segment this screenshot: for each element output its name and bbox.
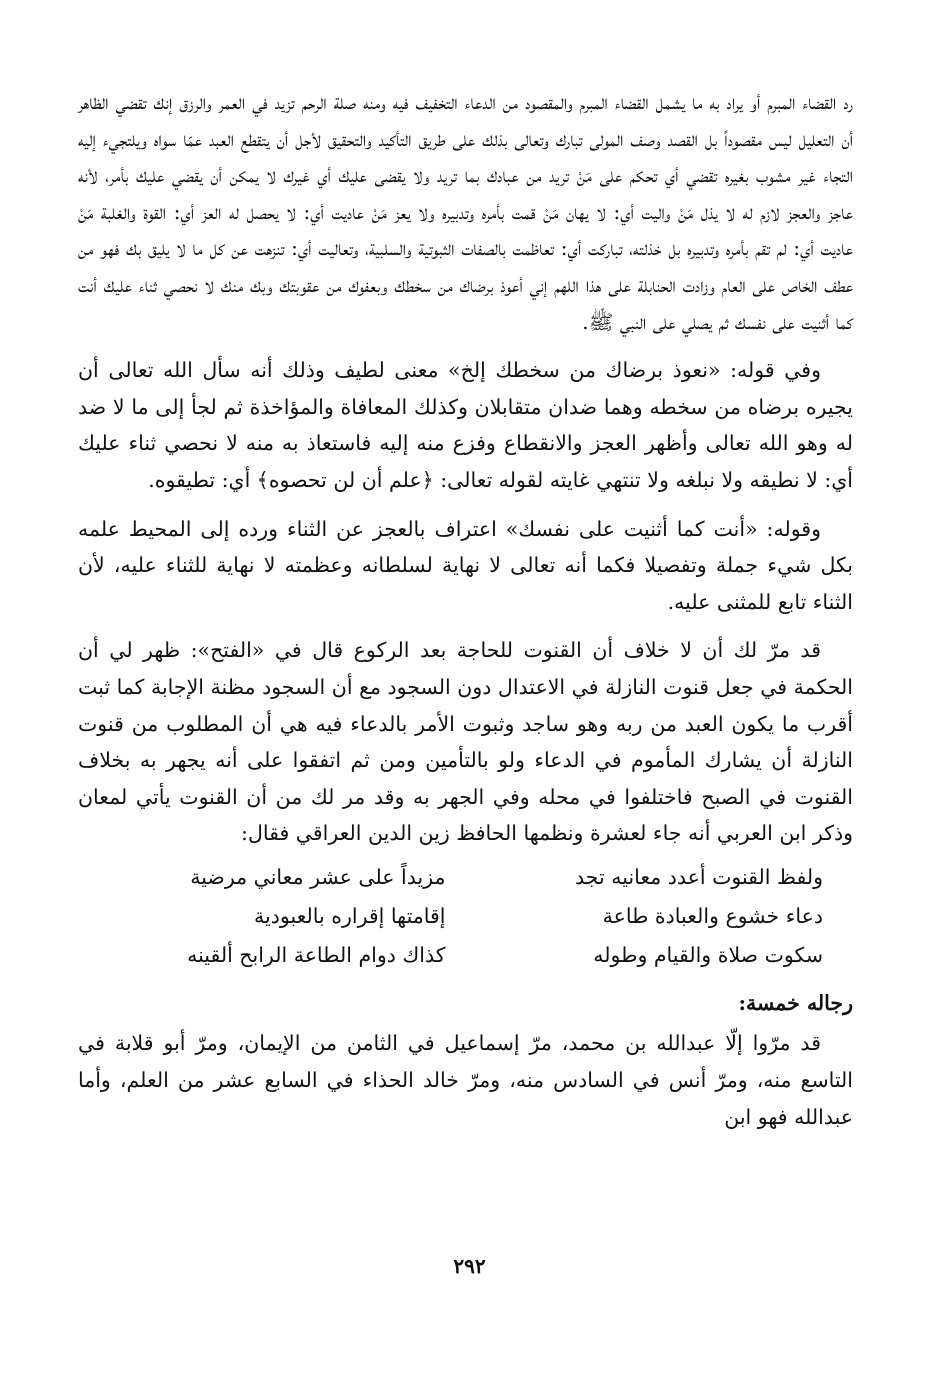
poem-verse xyxy=(78,897,853,936)
poem-first-hemistich: سكوت صلاة والقيام وطوله xyxy=(593,942,823,967)
paragraph-separator xyxy=(78,340,853,352)
page-body xyxy=(78,84,853,1135)
section-subheading: رجاله خمسة: xyxy=(738,990,853,1015)
poem-first-hemistich: دعاء خشوع والعبادة طاعة xyxy=(602,903,823,928)
poem-first-hemistich: ولفظ القنوت أعدد معانيه تجد xyxy=(575,864,823,889)
paragraph-separator xyxy=(78,499,853,511)
poem-second-hemistich: مزيداً على عشر معاني مرضية xyxy=(190,864,446,889)
paragraph-separator xyxy=(78,620,853,632)
poem-second-hemistich: كذاك دوام الطاعة الرابح ألقينه xyxy=(187,942,446,967)
poem-verse xyxy=(78,858,853,897)
paragraph-intro: رد القضاء المبرم أو يراد به ما يشمل القضاء المبرم والمقصود من الدعاء التخفيف فيه ومنه صلة الرحم تزيد في العمر والرزق إنك تقضي الظاهر أن التعليل ليس مقصوداً بل القصد وصف المولى تبارك وتعالى بذلك على طريق التأكيد والتحقيق لأجل أن يتقطع العبد عمّا سواه ويلتجيء إليه التجاء غير مشوب بغيره تقضي أي تحكم على مَنْ تريد من عبادك بما تريد ولا يقضى عليك أي غيرك لا يمكن أن يقضي عليك بأمر، لأنه عاجز والعجز لازم له لا يذل مَنْ واليت أي: لا يهان مَنْ قمت بأمره وتدبيره ولا يعز مَنْ عاديت أي: لا يحصل له العز أي: القوة والغلبة مَنْ عاديت أي: لم تقم بأمره وتدبيره بل خذلته، تباركت أي: تعاظمت بالصفات الثبوتية والسلبية، وتعاليت أي: تنزهت عن كل ما لا يليق بك فهو من عطف الخاص على العام وزادت الحنابلة على هذا اللهم إني أعوذ برضاك من سخطك وبعفوك من عقوبتك وبك منك لا نحصي ثناء عليك أنت كما أثنيت على نفسك ثم يصلي على النبي ﷺ. xyxy=(78,90,853,334)
poem-second-hemistich: إقامتها إقراره بالعبودية xyxy=(254,903,446,928)
poem-verse xyxy=(78,936,853,975)
paragraph-refuge-commentary: وفي قوله: «نعوذ برضاك من سخطك إلخ» معنى لطيف وذلك أنه سأل الله تعالى أن يجيره برضاه من سخطه وهما ضدان متقابلان وكذلك المعافاة والمؤاخذة ثم لجأ إلى ما لا ضد له وهو الله تعالى وأظهر العجز والانقطاع وفزع منه إليه فاستعاذ به منه لا نحصي ثناء عليك أي: لا نطيقه ولا نبلغه ولا تنتهي غايته لقوله تعالى: ﴿علم أن لن تحصوه﴾ أي: تطيقوه. xyxy=(78,358,853,492)
page-number: ٢٩٢ xyxy=(453,1254,486,1278)
paragraph-qunut-discussion: قد مرّ لك أن لا خلاف أن القنوت للحاجة بعد الركوع قال في «الفتح»: ظهر لي أن الحكمة في جعل قنوت النازلة في الاعتدال دون السجود مع أن السجود مظنة الإجابة كما ثبت أقرب ما يكون العبد من ربه وهو ساجد وثبوت الأمر بالدعاء فيه هي أن المطلوب من قنوت النازلة أن يشارك المأموم في الدعاء ولو بالتأمين ومن ثم اتفقوا على أنه يجهر به بخلاف القنوت في الصبح فاختلفوا في محله وفي الجهر به وقد مر لك من أن القنوت يأتي لمعان وذكر ابن العربي أنه جاء لعشرة ونظمها الحافظ زين الدين العراقي فقال: xyxy=(78,638,853,846)
paragraph-praise-commentary: وقوله: «أنت كما أثنيت على نفسك» اعتراف بالعجز عن الثناء ورده إلى المحيط علمه بكل شيء جملة وتفصيلا فكما أنه تعالى لا نهاية لسلطانه وعظمته لا نهاية للثناء عليه، لأن الثناء تابع للمثنى عليه. xyxy=(78,516,853,614)
paragraph-narrators: قد مرّوا إلّا عبدالله بن محمد، مرّ إسماعيل في الثامن من الإيمان، ومرّ أبو قلابة في التاسع منه، ومرّ أنس في السادس منه، ومرّ خالد الحذاء في السابع عشر من العلم، وأما عبدالله فهو ابن xyxy=(78,1031,853,1129)
poem-block xyxy=(78,858,853,975)
